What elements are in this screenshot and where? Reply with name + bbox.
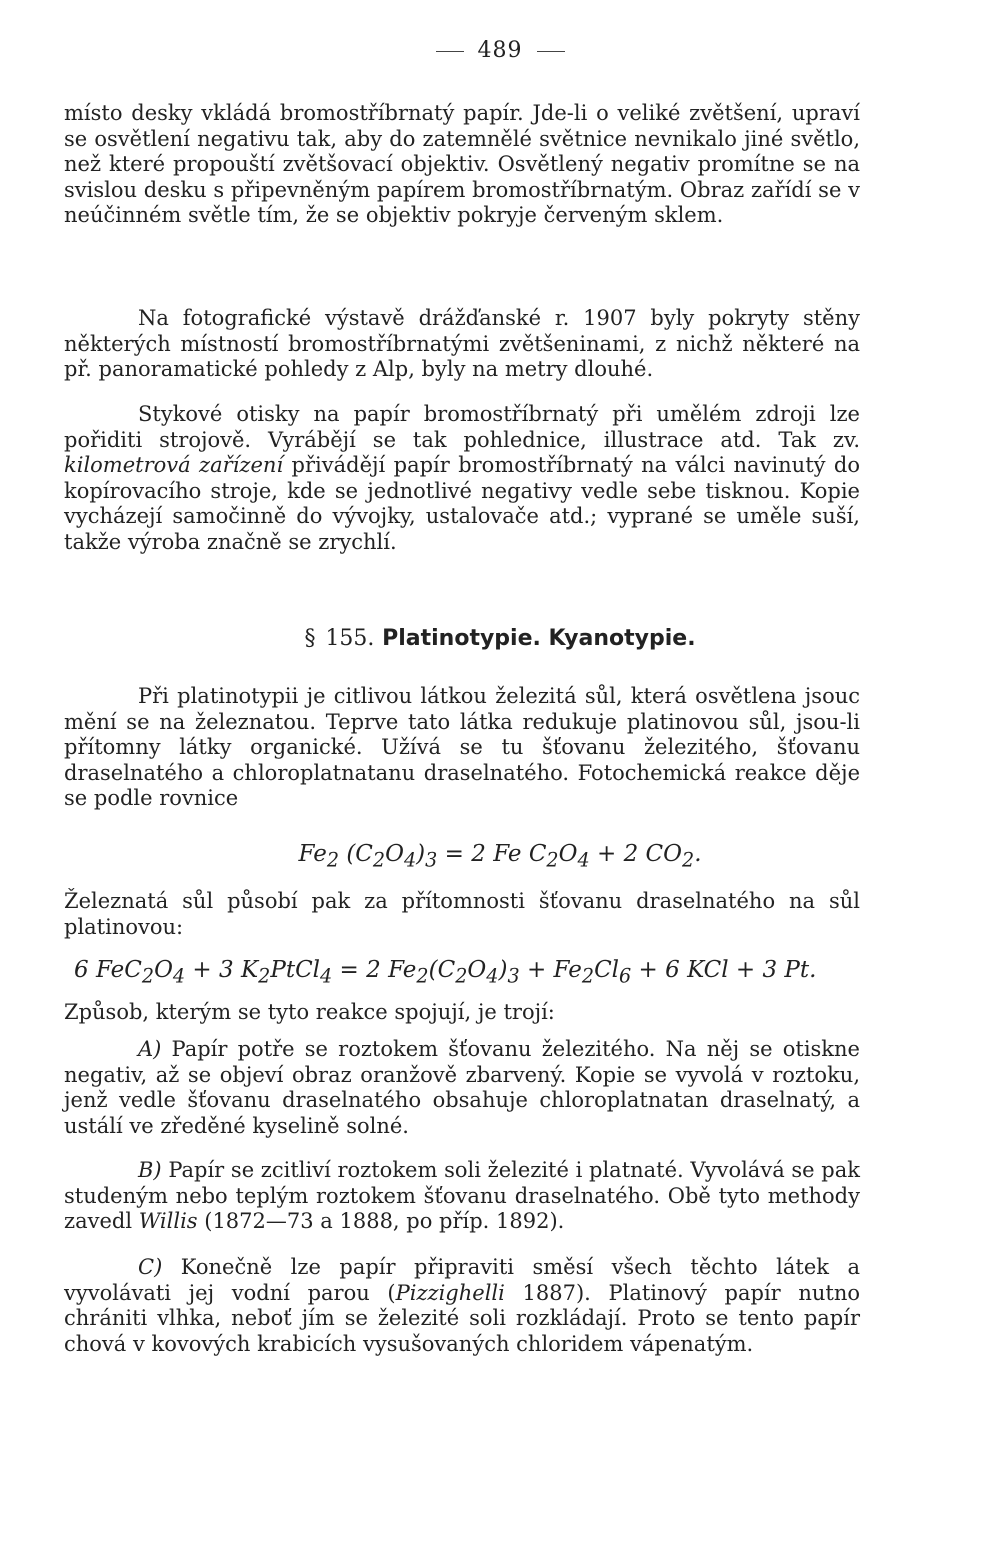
paragraph-enlarging: místo desky vkládá bromostříbrnatý papír. Jde-li o veliké zvětšení, upraví se osvětlení negativu tak, aby do zatemnělé světnice nevnikalo jiné světlo, než které propouští zvětšovací objektiv. Osvětlený negativ promítne se na svislou desku s připevněným papírem bromostříbrnatým. Obraz zařídí se v neúčinném světle tím, že se objektiv pokryje červeným sklem. (64, 101, 860, 228)
eq2-lhs: 6 $FeC_2O_4 + 3$ $K_2PtCl_4$ (74, 957, 333, 988)
method-b-label: B) (138, 1158, 162, 1182)
method-a-label: A) (138, 1037, 162, 1061)
method-a-text: Papír potře se roztokem šťovanu železitého. Na něj se otiskne negativ, až se objeví obraz oranžově zbarvený. Kopie se vyvolá v roztoku, jenž vedle šťovanu draselnatého obsahuje chloroplatnatan draselnatý, a ustálí ve zředěné kyselině solné. (64, 1037, 860, 1138)
section-sign: § (304, 626, 316, 651)
paragraph-dresden-exhibition: Na fotografické výstavě drážďanské r. 1907 byly pokryty stěny některých místností bromostříbrnatými zvětšeninami, z nichž některé na př. panoramatické pohledy z Alp, byly na metry dlouhé. (64, 306, 860, 382)
p3-text-b: přivádějí papír bromostříbrnatý na válci navinutý do kopírovacího stroje, kde se jednotlivé negativy vedle sebe tisknou. Kopie vycházejí samočinně do vývojky, ustalovače atd.; vyprané se uměle suší, takže výroba značně se zrychlí. (64, 453, 861, 554)
method-c-label: C) (138, 1255, 163, 1279)
method-c-text-a: Konečně lze papír připraviti směsí všech těchto látek a vyvolávati jej vodní parou ( (64, 1255, 860, 1305)
method-c-text-b: 1887). Platinový papír nutno chrániti vlhka, neboť jím se železité soli rozkládají. Proto se tento papír chová v kovových krabicích vysušovaných chloridem vápenatým. (64, 1280, 860, 1356)
page-number-dash-right (537, 51, 565, 52)
method-c-name: Pizzighelli (395, 1280, 505, 1305)
p3-italic-term: kilometrová zařízení (64, 453, 284, 478)
equation-2 (74, 957, 816, 988)
section-heading (0, 626, 1000, 651)
equation-1 (0, 841, 1000, 872)
eq1-rhs: = 2 Fe $C_2O_4 + 2$ $CO_2$. (437, 841, 702, 872)
paragraph-method-a (64, 1037, 860, 1139)
p3-text-a: Stykové otisky na papír bromostříbrnatý při umělém zdroji lze pořiditi strojově. Vyrábějí se tak pohlednice, illustrace atd. Tak zv. (64, 402, 860, 452)
page-number (0, 38, 1000, 63)
paragraph-ferrous-salt: Železnatá sůl působí pak za přítomnosti šťovanu draselnatého na sůl platinovou: (64, 889, 860, 939)
section-number: 155. (325, 626, 375, 651)
method-b-text-a: Papír se zcitliví roztokem soli železité i platnaté. Vyvolává se pak studeným nebo teplým roztokem šťovanu draselnatého. Obě tyto methody zavedl (64, 1158, 860, 1234)
eq2-rhs: = 2 $Fe_2(C_2O_4)_3 + Fe_2Cl_6 + 6$ KCl + 3 Pt. (332, 957, 817, 988)
paragraph-platinotype-intro: Při platinotypii je citlivou látkou železitá sůl, která osvětlena jsouc mění se na železnatou. Teprve tato látka redukuje platinovou sůl, jsou-li přítomny látky organické. Užívá se tu šťovanu železitého, šťovanu draselnatého a chloroplatnatanu draselnatého. Fotochemická reakce děje se podle rovnice (64, 684, 860, 811)
page-number-dash-left (436, 51, 464, 52)
paragraph-contact-prints (64, 402, 860, 556)
method-b-text-b: (1872—73 a 1888, po příp. 1892). (197, 1209, 565, 1234)
eq1-lhs: $Fe_2$ $(C_2O_4)_3$ (298, 841, 438, 872)
paragraph-method-c (64, 1255, 860, 1357)
paragraph-method-b (64, 1158, 860, 1235)
page-number-text: 489 (477, 38, 523, 63)
section-title: Platinotypie. Kyanotypie. (382, 626, 696, 651)
method-b-name: Willis (138, 1209, 198, 1234)
paragraph-methods-intro: Způsob, kterým se tyto reakce spojují, je trojí: (64, 1000, 555, 1024)
